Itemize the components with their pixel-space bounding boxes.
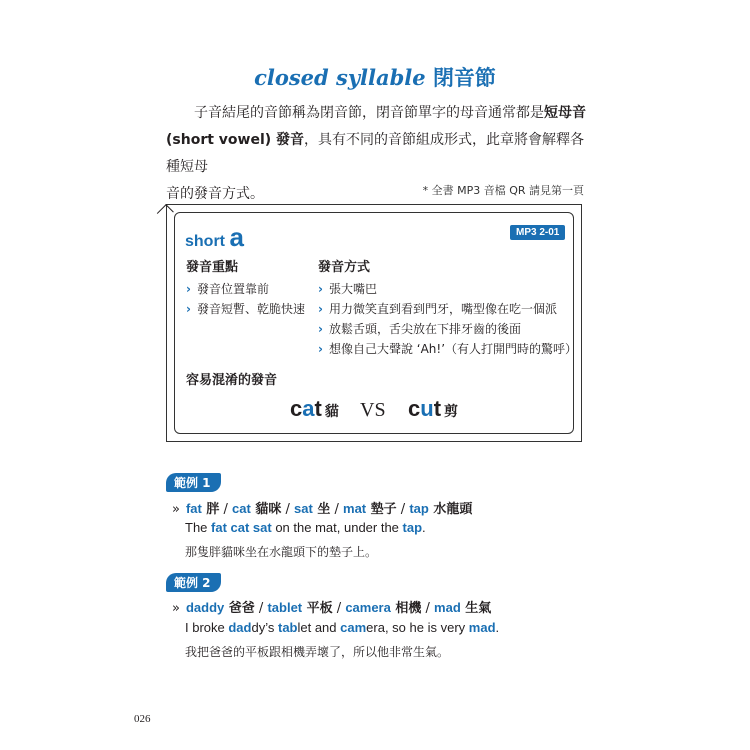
arrow-icon: › <box>186 302 191 316</box>
mp3-note: * 全書 MP3 音檔 QR 請見第一頁 <box>422 184 584 197</box>
example-2-sentence: I broke daddy’s tablet and camera, so he is very mad. <box>185 620 500 635</box>
compare-word-cat: cat 貓 <box>290 396 339 421</box>
compare-word-cut: cut 剪 <box>408 396 459 421</box>
arrow-icon: › <box>318 322 323 336</box>
method-item: › 放鬆舌頭，舌尖放在下排牙齒的後面 <box>318 322 521 336</box>
example-1-words: » fat 胖 / cat 貓咪 / sat 坐 / mat 墊子 / tap 水龍頭 <box>172 501 473 517</box>
confusing-heading: 容易混淆的發音 <box>186 373 278 388</box>
corner-decor <box>157 204 174 221</box>
method-item: › 想像自己大聲說 ‘Ah!’（有人打開門時的驚呼） <box>318 342 578 356</box>
chevron-right-icon: » <box>172 601 180 616</box>
key-point-item: › 發音位置靠前 <box>186 282 269 296</box>
mp3-track-badge[interactable]: MP3 2-01 <box>510 225 565 240</box>
chevron-right-icon: » <box>172 502 180 517</box>
example-2-translation: 我把爸爸的平板跟相機弄壞了，所以他非常生氣。 <box>185 645 450 659</box>
short-letter: a <box>229 222 244 252</box>
example-1-sentence: The fat cat sat on the mat, under the tap. <box>185 520 426 535</box>
intro-line2-bold: (short vowel) 發音 <box>166 132 305 148</box>
key-point-item: › 發音短暫、乾脆快速 <box>186 302 305 316</box>
arrow-icon: › <box>318 342 323 356</box>
method-item: › 張大嘴巴 <box>318 282 377 296</box>
page-number: 026 <box>134 713 151 725</box>
intro-line1: 子音結尾的音節稱為閉音節，閉音節單字的母音通常都是 <box>194 105 544 121</box>
example-1-translation: 那隻胖貓咪坐在水龍頭下的墊子上。 <box>185 545 378 559</box>
arrow-icon: › <box>186 282 191 296</box>
page-title <box>0 62 750 92</box>
arrow-icon: › <box>318 282 323 296</box>
example-2-badge: 範例 2 <box>166 573 221 592</box>
example-2-words: » daddy 爸爸 / tablet 平板 / camera 相機 / mad 生氣 <box>172 600 492 616</box>
versus-label: VS <box>360 399 386 421</box>
arrow-icon: › <box>318 302 323 316</box>
short-word: short <box>185 233 225 250</box>
method-heading: 發音方式 <box>318 260 371 275</box>
intro-line1-bold: 短母音 <box>544 105 586 121</box>
short-a-heading <box>185 222 244 253</box>
intro-line3: 音的發音方式。 <box>166 186 264 202</box>
title-zh: 閉音節 <box>432 66 496 90</box>
title-en: closed syllable <box>254 65 426 90</box>
example-1-badge: 範例 1 <box>166 473 221 492</box>
intro-line2: ，具有不同的音節組成形式，此章將會解釋各種短母 <box>166 132 585 175</box>
key-points-heading: 發音重點 <box>186 260 239 275</box>
method-item: › 用力微笑直到看到門牙，嘴型像在吃一個派 <box>318 302 557 316</box>
